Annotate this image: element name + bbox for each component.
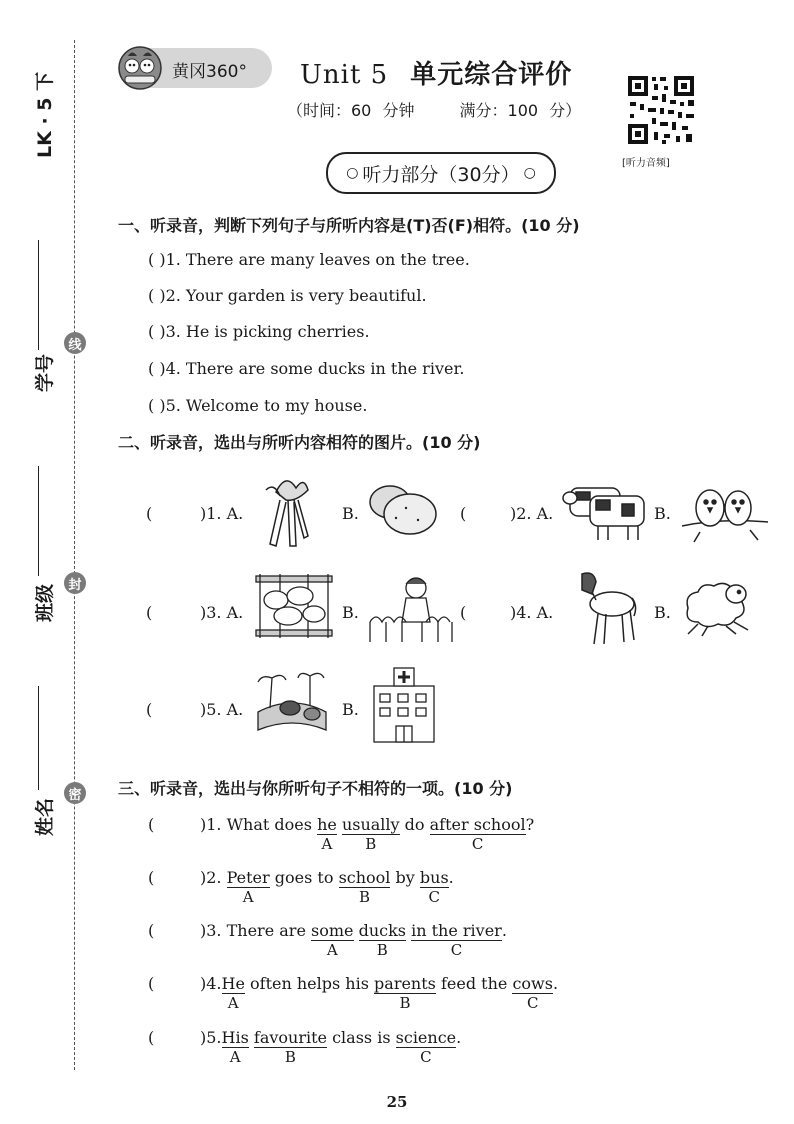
student-no-label: 学号 — [34, 353, 56, 392]
option-a-text: His — [221, 1028, 249, 1047]
hospital-picture[interactable] — [370, 664, 438, 746]
part3-item-5[interactable] — [148, 1028, 462, 1066]
plain-text: What does — [226, 815, 312, 834]
option-b-underline — [253, 1028, 327, 1066]
option-b-underline — [338, 868, 391, 906]
answer-paren[interactable]: ( — [148, 868, 155, 887]
option-b-underline — [358, 921, 407, 959]
option-c-text: bus — [419, 868, 449, 887]
option-c-label: C — [428, 888, 441, 906]
plain-text: There are — [226, 921, 306, 940]
option-a-underline — [221, 1028, 249, 1066]
qr-code-icon[interactable] — [626, 74, 696, 146]
part2-q1-paren[interactable]: ( — [146, 504, 153, 523]
option-b-text: ducks — [358, 921, 407, 940]
qr-caption: [听力音频] — [622, 158, 670, 169]
potatoes-picture[interactable] — [366, 480, 440, 538]
option-c-underline — [419, 868, 449, 906]
option-b-underline — [374, 974, 436, 1012]
unit-label: Unit 5 — [300, 60, 389, 90]
plain-text: class is — [332, 1028, 391, 1047]
option-a-label: A — [326, 941, 338, 959]
full-score: 满分：100 分） — [459, 101, 582, 120]
part2-q5-b-label: B. — [342, 700, 359, 719]
exam-info — [287, 98, 581, 121]
option-a-label: A — [242, 888, 254, 906]
page-title — [300, 54, 572, 91]
banner-text: 听力部分（30分） — [362, 163, 520, 186]
option-c-text: after school — [429, 815, 526, 834]
sheep-in-pen-picture[interactable] — [254, 572, 334, 642]
part2-q5-paren[interactable]: ( — [146, 700, 153, 719]
answer-paren[interactable]: ( — [148, 921, 155, 940]
part2-q5-label: )5. A. — [200, 700, 244, 719]
part1-item-4[interactable]: ( )4. There are some ducks in the river. — [148, 359, 465, 378]
option-a-underline — [221, 974, 245, 1012]
option-a-underline — [226, 868, 270, 906]
part2-q3-b-label: B. — [342, 603, 359, 622]
part2-q4-b-label: B. — [654, 603, 671, 622]
part3-heading: 三、听录音，选出与你所听句子不相符的一项。(10 分) — [118, 779, 513, 798]
option-c-label: C — [420, 1048, 432, 1066]
option-b-text: usually — [341, 815, 400, 834]
option-a-label: A — [229, 1048, 241, 1066]
option-a-text: Peter — [226, 868, 270, 887]
cows-picture[interactable] — [562, 480, 650, 544]
student-no-line — [38, 240, 39, 350]
part2-q2-paren[interactable]: ( — [460, 504, 467, 523]
plain-text: goes to — [274, 868, 334, 887]
option-c-label: C — [450, 941, 463, 959]
option-a-label: A — [227, 994, 239, 1012]
part3-item-1[interactable] — [148, 815, 535, 853]
part2-q4-paren[interactable]: ( — [460, 603, 467, 622]
part2-heading: 二、听录音，选出与所听内容相符的图片。(10 分) — [118, 433, 481, 452]
class-label: 班级 — [34, 583, 56, 622]
brand-logo-icon — [116, 44, 164, 90]
option-b-label: B — [376, 941, 388, 959]
banner-dot-icon-right: ○ — [523, 165, 536, 181]
option-b-label: B — [365, 835, 377, 853]
page-number: 25 — [386, 1093, 408, 1111]
item-number: )2. — [200, 868, 222, 887]
part2-q1-label: )1. A. — [200, 504, 244, 523]
option-c-text: in the river — [411, 921, 502, 940]
answer-paren[interactable]: ( — [148, 1028, 155, 1047]
option-a-underline — [311, 921, 354, 959]
option-b-label: B — [399, 994, 411, 1012]
time-limit: （时间：60 分钟 — [287, 101, 415, 120]
option-c-underline — [512, 974, 553, 1012]
answer-paren[interactable]: ( — [148, 974, 155, 993]
item-number: )5. — [200, 1028, 222, 1047]
horse-picture[interactable] — [572, 570, 638, 648]
birds-picture[interactable] — [680, 478, 770, 548]
punctuation: ? — [525, 815, 535, 834]
seal-seal-mark: 封 — [64, 572, 86, 594]
answer-paren[interactable]: ( — [148, 815, 155, 834]
plain-text: feed the — [440, 974, 508, 993]
part3-item-4[interactable] — [148, 974, 559, 1012]
unit-title: 单元综合评价 — [410, 60, 573, 90]
name-label: 姓名 — [34, 797, 56, 836]
grade-label: LK · 5 下 — [34, 71, 56, 158]
item-number: )3. — [200, 921, 222, 940]
option-a-label: A — [321, 835, 333, 853]
plain-text: often helps his — [250, 974, 369, 993]
option-a-text: He — [221, 974, 245, 993]
option-b-text: parents — [374, 974, 436, 993]
part2-q4-label: )4. A. — [510, 603, 554, 622]
part2-q3-label: )3. A. — [200, 603, 244, 622]
zoo-picture[interactable] — [254, 668, 330, 740]
option-c-text: science — [395, 1028, 457, 1047]
punctuation: . — [552, 974, 559, 993]
class-line — [38, 466, 39, 576]
seal-secret-mark: 密 — [64, 782, 86, 804]
option-b-underline — [341, 815, 400, 853]
option-b-label: B — [358, 888, 370, 906]
part1-item-3[interactable]: ( )3. He is picking cherries. — [148, 322, 370, 341]
option-b-label: B — [284, 1048, 296, 1066]
punctuation: . — [456, 1028, 462, 1047]
option-c-label: C — [471, 835, 484, 853]
part2-q2-label: )2. A. — [510, 504, 554, 523]
item-number: )1. — [200, 815, 222, 834]
option-c-underline — [429, 815, 526, 853]
sheep-picture[interactable] — [678, 572, 754, 640]
plain-text: do — [404, 815, 425, 834]
option-c-label: C — [526, 994, 539, 1012]
brand-name: 黄冈360° — [172, 62, 247, 82]
option-b-text: favourite — [253, 1028, 327, 1047]
part1-item-5[interactable]: ( )5. Welcome to my house. — [148, 396, 368, 415]
option-a-text: he — [317, 815, 337, 834]
option-a-underline — [317, 815, 337, 853]
item-number: )4. — [200, 974, 222, 993]
option-c-underline — [395, 1028, 457, 1066]
option-b-text: school — [338, 868, 391, 887]
vegetables-picture[interactable] — [256, 472, 316, 550]
punctuation: . — [448, 868, 454, 887]
banner-dot-icon: ○ — [346, 165, 359, 181]
part1-item-2[interactable]: ( )2. Your garden is very beautiful. — [148, 286, 427, 305]
part3-item-2[interactable] — [148, 868, 454, 906]
listening-section-banner — [326, 152, 556, 194]
plain-text: by — [395, 868, 415, 887]
binding-dashed-line — [74, 40, 75, 1070]
part2-q2-b-label: B. — [654, 504, 671, 523]
part1-item-1[interactable]: ( )1. There are many leaves on the tree. — [148, 250, 470, 269]
option-a-text: some — [311, 921, 354, 940]
part2-q3-paren[interactable]: ( — [146, 603, 153, 622]
girl-in-garden-picture[interactable] — [366, 572, 454, 644]
part3-item-3[interactable] — [148, 921, 507, 959]
seal-line-mark: 线 — [64, 332, 86, 354]
part1-heading: 一、听录音，判断下列句子与所听内容是(T)否(F)相符。(10 分) — [118, 216, 580, 235]
punctuation: . — [501, 921, 507, 940]
part2-q1-b-label: B. — [342, 504, 359, 523]
option-c-underline — [411, 921, 502, 959]
option-c-text: cows — [512, 974, 553, 993]
name-line — [38, 686, 39, 790]
